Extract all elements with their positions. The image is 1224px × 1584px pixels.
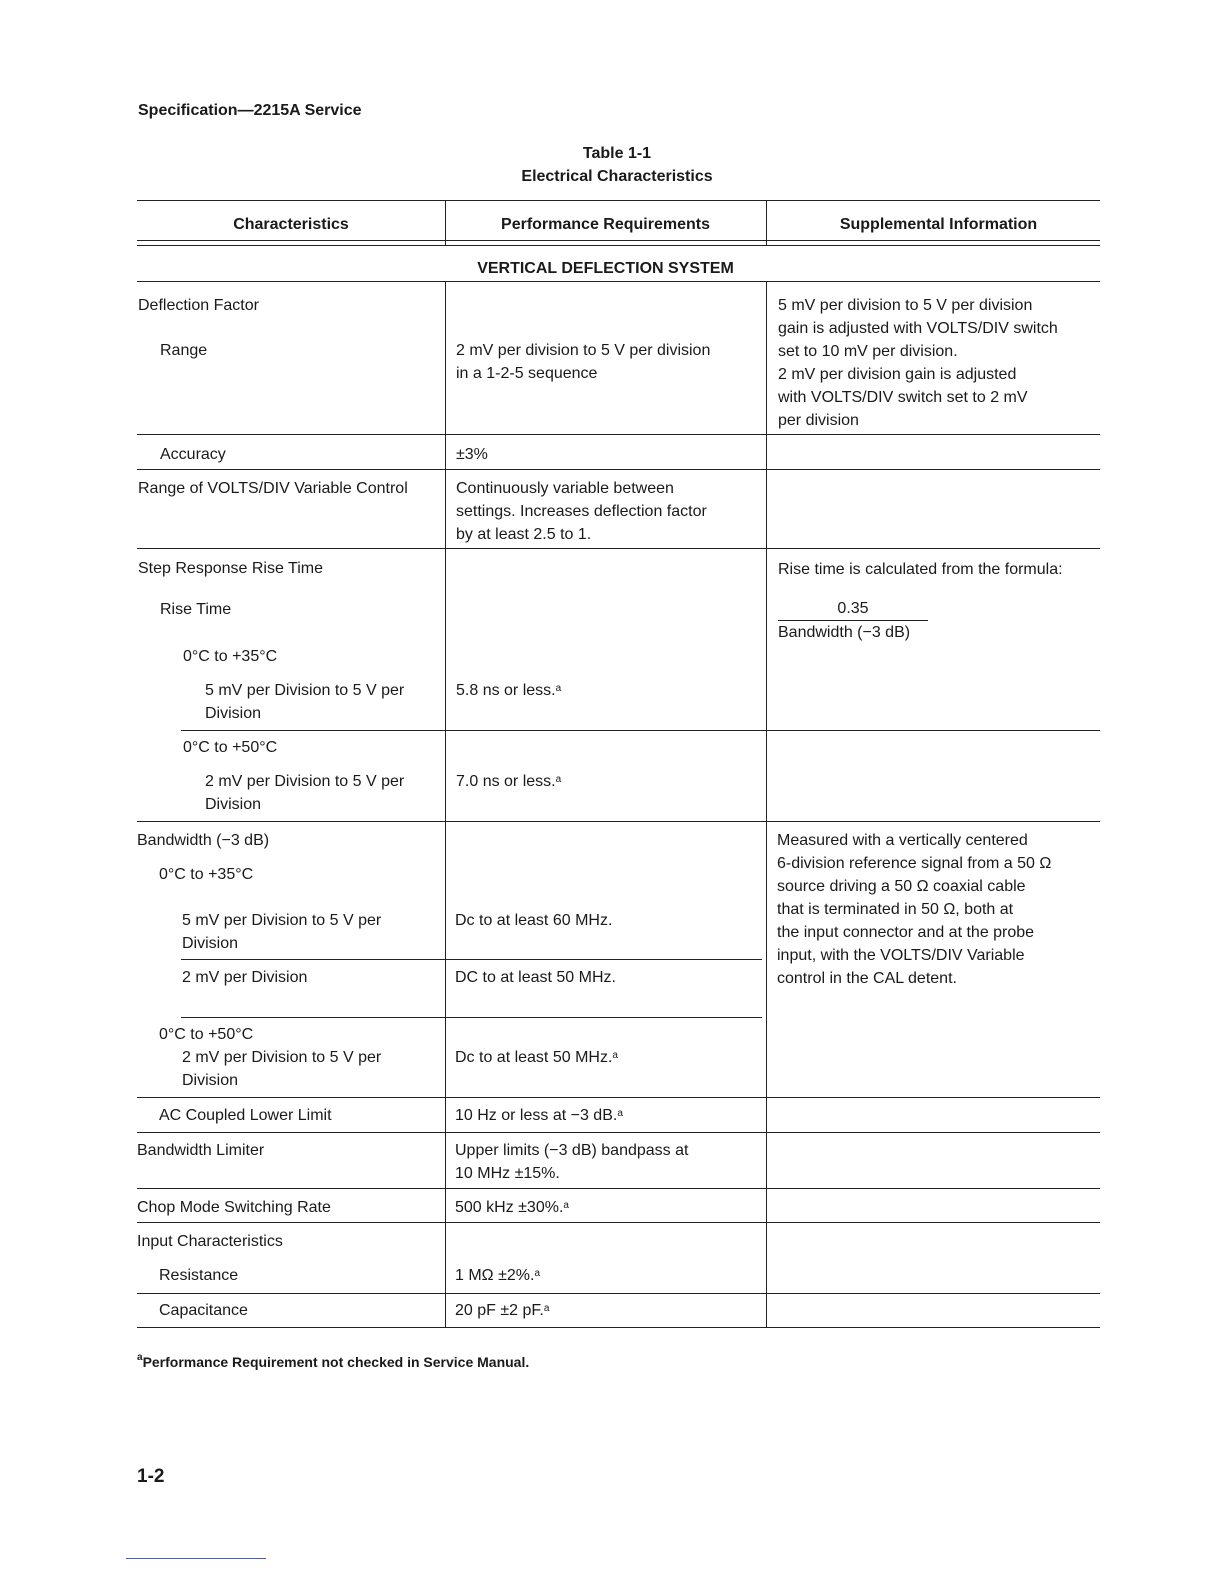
rise-temp-35: 0°C to +35°C bbox=[183, 648, 278, 665]
rule-resistance bbox=[137, 1293, 1100, 1294]
footnote: $^a$Performance Requirement not checked in Service Manual. bbox=[137, 1352, 530, 1370]
chop-mode-req: 500 kHz ±30%.$^a$ bbox=[455, 1199, 569, 1216]
rise-time-label: Rise Time bbox=[160, 601, 232, 618]
variable-control-req-2: settings. Increases deflection factor bbox=[456, 503, 707, 520]
bandwidth-range-2mv-5v-1: 2 mV per Division to 5 V per bbox=[182, 1049, 382, 1066]
range-req-1: 2 mV per division to 5 V per division bbox=[456, 342, 711, 359]
bandwidth-limiter-req-1: Upper limits (−3 dB) bandpass at bbox=[455, 1142, 689, 1159]
footnote-marker: a bbox=[612, 1050, 618, 1061]
bandwidth-supp-2: 6-division reference signal from a 50 Ω bbox=[777, 855, 1052, 872]
range-supp-4: 2 mV per division gain is adjusted bbox=[778, 366, 1017, 383]
range-req-2: in a 1-2-5 sequence bbox=[456, 365, 598, 382]
formula-denominator: Bandwidth (−3 dB) bbox=[778, 624, 911, 641]
rule-rise-35 bbox=[181, 730, 1100, 731]
rise-req-35: 5.8 ns or less.$^a$ bbox=[456, 682, 562, 699]
rise-range-5mv-1: 5 mV per Division to 5 V per bbox=[205, 682, 405, 699]
rise-req-50: 7.0 ns or less.$^a$ bbox=[456, 773, 562, 790]
rule-bottom bbox=[137, 1327, 1100, 1328]
rule-top bbox=[137, 200, 1100, 201]
rule-bw-2mv bbox=[181, 1017, 762, 1018]
footnote-marker: a bbox=[534, 1268, 540, 1279]
bandwidth-limiter-label: Bandwidth Limiter bbox=[137, 1142, 265, 1159]
capacitance-req: 20 pF ±2 pF.$^a$ bbox=[455, 1302, 550, 1319]
range-supp-2: gain is adjusted with VOLTS/DIV switch bbox=[778, 320, 1058, 337]
bottom-rule bbox=[126, 1558, 266, 1559]
rule-rise-50 bbox=[137, 821, 1100, 822]
bandwidth-supp-6: input, with the VOLTS/DIV Variable bbox=[777, 947, 1025, 964]
rule-section bbox=[137, 281, 1100, 282]
section-title: VERTICAL DEFLECTION SYSTEM bbox=[477, 260, 734, 277]
range-supp-3: set to 10 mV per division. bbox=[778, 343, 958, 360]
bandwidth-temp-35: 0°C to +35°C bbox=[159, 866, 254, 883]
variable-control-req-1: Continuously variable between bbox=[456, 480, 674, 497]
footnote-marker: a bbox=[617, 1108, 623, 1119]
range-supp-6: per division bbox=[778, 412, 859, 429]
bandwidth-temp-50: 0°C to +50°C bbox=[159, 1026, 254, 1043]
bandwidth-supp-3: source driving a 50 Ω coaxial cable bbox=[777, 878, 1026, 895]
resistance-req: 1 MΩ ±2%.$^a$ bbox=[455, 1267, 540, 1284]
bandwidth-label: Bandwidth (−3 dB) bbox=[137, 832, 270, 849]
rise-temp-50: 0°C to +50°C bbox=[183, 739, 278, 756]
rise-range-2mv-1: 2 mV per Division to 5 V per bbox=[205, 773, 405, 790]
bandwidth-req-50: Dc to at least 50 MHz.$^a$ bbox=[455, 1049, 618, 1066]
bandwidth-supp-5: the input connector and at the probe bbox=[777, 924, 1035, 941]
accuracy-label: Accuracy bbox=[160, 446, 226, 463]
ac-coupled-req: 10 Hz or less at −3 dB.$^a$ bbox=[455, 1107, 623, 1124]
bandwidth-limiter-req-2: 10 MHz ±15%. bbox=[455, 1165, 560, 1182]
col-header-characteristics: Characteristics bbox=[233, 216, 349, 233]
rule-accuracy bbox=[137, 469, 1100, 470]
footnote-marker: a bbox=[543, 1303, 550, 1314]
rise-range-5mv-2: Division bbox=[205, 705, 262, 722]
footnote-marker: a bbox=[563, 1200, 569, 1211]
rule-limiter bbox=[137, 1188, 1100, 1189]
formula-numerator: 0.35 bbox=[778, 597, 928, 621]
page-number: 1-2 bbox=[137, 1466, 165, 1487]
rule-bw-50 bbox=[137, 1097, 1100, 1098]
rule-header-2 bbox=[137, 245, 1100, 246]
bandwidth-range-2mv-5v-2: Division bbox=[182, 1072, 239, 1089]
bandwidth-req-5mv: Dc to at least 60 MHz. bbox=[455, 912, 613, 929]
bandwidth-range-2mv: 2 mV per Division bbox=[182, 969, 308, 986]
accuracy-req: ±3% bbox=[456, 446, 488, 463]
rise-range-2mv-2: Division bbox=[205, 796, 262, 813]
resistance-label: Resistance bbox=[159, 1267, 239, 1284]
step-response-label: Step Response Rise Time bbox=[138, 560, 323, 577]
variable-control-label: Range of VOLTS/DIV Variable Control bbox=[138, 480, 408, 497]
col-rule-1 bbox=[445, 281, 446, 1327]
capacitance-label: Capacitance bbox=[159, 1302, 248, 1319]
rule-bw-5mv bbox=[181, 959, 762, 960]
col-header-supplemental: Supplemental Information bbox=[839, 216, 1038, 233]
rise-formula-text: Rise time is calculated from the formula: bbox=[778, 561, 1063, 578]
bandwidth-req-2mv: DC to at least 50 MHz. bbox=[455, 969, 616, 986]
input-characteristics-label: Input Characteristics bbox=[137, 1233, 283, 1250]
bandwidth-supp-1: Measured with a vertically centered bbox=[777, 832, 1028, 849]
range-supp-5: with VOLTS/DIV switch set to 2 mV bbox=[778, 389, 1028, 406]
col-rule-2 bbox=[766, 281, 767, 1327]
range-label: Range bbox=[160, 342, 208, 359]
ac-coupled-label: AC Coupled Lower Limit bbox=[159, 1107, 332, 1124]
bandwidth-supp-7: control in the CAL detent. bbox=[777, 970, 957, 987]
running-header: Specification—2215A Service bbox=[138, 102, 362, 119]
range-supp-1: 5 mV per division to 5 V per division bbox=[778, 297, 1033, 314]
rule-chop bbox=[137, 1222, 1100, 1223]
bandwidth-range-5mv-2: Division bbox=[182, 935, 239, 952]
table-number: Table 1-1 bbox=[582, 145, 652, 162]
rule-ac bbox=[137, 1132, 1100, 1133]
rule-variable bbox=[137, 548, 1100, 549]
footnote-marker: a bbox=[555, 774, 562, 785]
variable-control-req-3: by at least 2.5 to 1. bbox=[456, 526, 592, 543]
bandwidth-range-5mv-1: 5 mV per Division to 5 V per bbox=[182, 912, 382, 929]
footnote-marker: a bbox=[137, 1352, 143, 1363]
rise-formula bbox=[778, 597, 928, 644]
col-header-performance: Performance Requirements bbox=[501, 216, 710, 233]
table-title: Electrical Characteristics bbox=[521, 168, 713, 185]
rule-header-1 bbox=[137, 240, 1100, 241]
chop-mode-label: Chop Mode Switching Rate bbox=[137, 1199, 331, 1216]
bandwidth-supp-4: that is terminated in 50 Ω, both at bbox=[777, 901, 1014, 918]
rule-range bbox=[137, 434, 1100, 435]
footnote-marker: a bbox=[555, 683, 562, 694]
deflection-factor-label: Deflection Factor bbox=[138, 297, 259, 314]
